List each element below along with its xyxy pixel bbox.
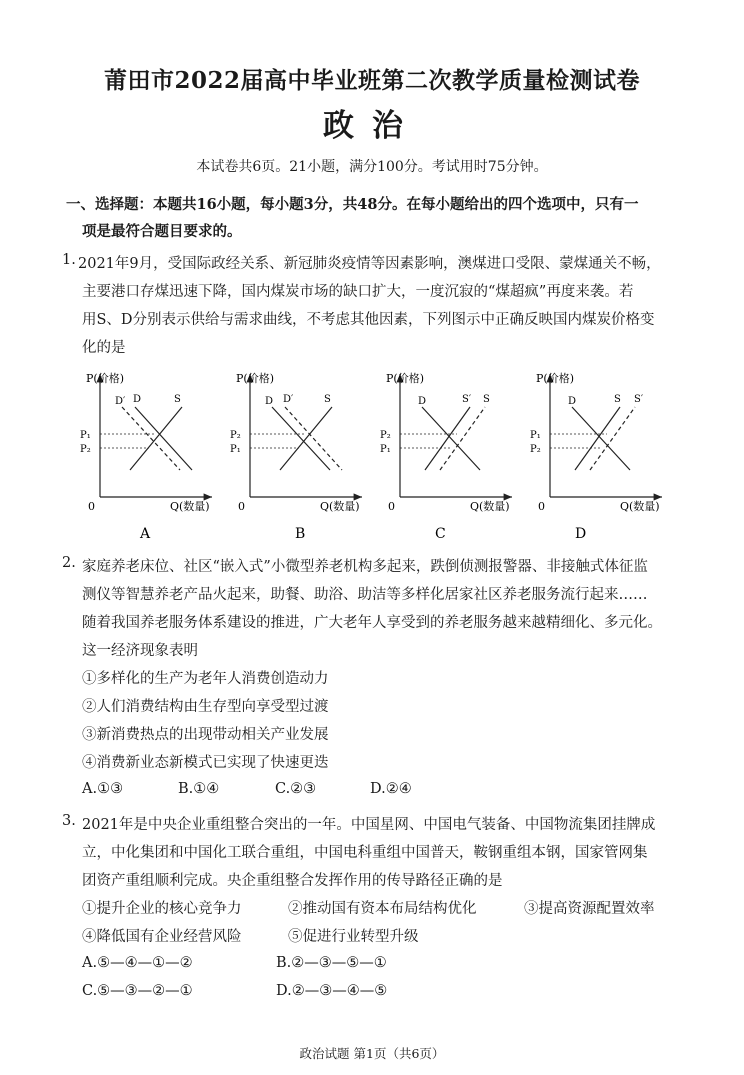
svg-text:D′: D′ — [115, 396, 126, 407]
section-heading-cont: 项是最符合题目要求的。 — [82, 223, 242, 240]
svg-text:D: D — [418, 396, 427, 407]
svg-text:P₁: P₁ — [380, 444, 391, 455]
q3-choice-d: D.②—③—④—⑤ — [276, 983, 388, 999]
svg-text:Q(数量): Q(数量) — [470, 500, 510, 513]
q3-choice-c: C.⑤—③—②—① — [82, 983, 193, 999]
svg-text:P(价格): P(价格) — [536, 372, 574, 385]
q3-text-line: 立，中化集团和中国化工联合重组，中国电科重组中国普天，鞍钢重组本钢，国家管网集 — [82, 845, 648, 861]
q2-statement: ②人们消费结构由生存型向享受型过渡 — [82, 699, 329, 715]
svg-text:S: S — [324, 394, 331, 405]
svg-text:D: D — [133, 394, 142, 405]
q1-text-line: 用S、D分别表示供给与需求曲线，不考虑其他因素，下列图示中正确反映国内煤炭价格变 — [82, 312, 655, 328]
svg-text:P₁: P₁ — [230, 444, 241, 455]
q2-statement: ①多样化的生产为老年人消费创造动力 — [82, 671, 329, 687]
q1-option-c: C — [435, 526, 446, 542]
y-axis-label: P(价格) — [86, 372, 124, 385]
svg-text:S: S — [483, 394, 490, 405]
svg-text:D: D — [568, 396, 577, 407]
q3-choice-a: A.⑤—④—①—② — [82, 955, 193, 971]
q2-statement: ④消费新业态新模式已实现了快速更迭 — [82, 755, 329, 771]
q1-option-b: B — [295, 526, 306, 542]
svg-text:S′: S′ — [634, 394, 644, 405]
q2-text-line: 测仪等智慧养老产品火起来，助餐、助浴、助洁等多样化居家社区养老服务流行起来…… — [82, 587, 648, 603]
svg-text:P₂: P₂ — [80, 444, 91, 455]
svg-text:Q(数量): Q(数量) — [320, 500, 360, 513]
q2-choice-c: C.②③ — [275, 781, 317, 797]
q1-option-d: D — [575, 526, 587, 542]
q1-text-line: 主要港口存煤迅速下降，国内煤炭市场的缺口扩大，一度沉寂的“煤超疯”再度来袭。若 — [82, 284, 634, 300]
q1-option-a: A — [140, 526, 151, 542]
graph-a — [80, 371, 212, 513]
svg-text:P(价格): P(价格) — [386, 372, 424, 385]
svg-text:S: S — [174, 394, 181, 405]
svg-text:D: D — [265, 396, 274, 407]
q3-statement: ⑤促进行业转型升级 — [288, 929, 419, 945]
q1-number: 1. — [62, 252, 76, 268]
q2-text-line: 随着我国养老服务体系建设的推进，广大老年人享受到的养老服务越来越精细化、多元化。 — [82, 615, 662, 631]
subject-title: 政治 — [323, 108, 421, 144]
q1-text-line: 化的是 — [82, 340, 126, 356]
q2-choice-b: B.①④ — [178, 781, 220, 797]
section-heading: 一、选择题：本题共16小题，每小题3分，共48分。在每小题给出的四个选项中，只有一 — [66, 196, 639, 213]
graph-c — [380, 371, 512, 513]
svg-text:D′: D′ — [283, 394, 294, 405]
x-axis-label: Q(数量) — [170, 500, 210, 513]
svg-text:P₁: P₁ — [80, 430, 91, 441]
q3-statement: ①提升企业的核心竞争力 — [82, 901, 242, 917]
svg-text:P₂: P₂ — [530, 444, 541, 455]
svg-text:P₁: P₁ — [530, 430, 541, 441]
q3-statement: ③提高资源配置效率 — [524, 901, 655, 917]
q2-choice-a: A.①③ — [82, 781, 124, 797]
q2-number: 2. — [62, 555, 76, 571]
q1-text-line: 2021年9月，受国际政经关系、新冠肺炎疫情等因素影响，澳煤进口受限、蒙煤通关不畅， — [78, 256, 661, 272]
graph-b — [230, 371, 362, 513]
svg-text:0: 0 — [238, 500, 245, 513]
svg-text:P₂: P₂ — [230, 430, 241, 441]
svg-text:P₂: P₂ — [380, 430, 391, 441]
svg-text:P(价格): P(价格) — [236, 372, 274, 385]
graph-d — [530, 371, 662, 513]
q3-choice-b: B.②—③—⑤—① — [276, 955, 387, 971]
q2-choice-d: D.②④ — [370, 781, 412, 797]
svg-text:0: 0 — [388, 500, 395, 513]
q3-statement: ④降低国有企业经营风险 — [82, 929, 242, 945]
svg-text:0: 0 — [538, 500, 545, 513]
q3-statement: ②推动国有资本布局结构优化 — [288, 901, 477, 917]
q2-statement: ③新消费热点的出现带动相关产业发展 — [82, 727, 329, 743]
page-footer: 政治试题 第1页（共6页） — [299, 1046, 445, 1061]
svg-text:Q(数量): Q(数量) — [620, 500, 660, 513]
q2-text-line: 这一经济现象表明 — [82, 643, 198, 659]
q2-text-line: 家庭养老床位、社区“嵌入式”小微型养老机构多起来，跌倒侦测报警器、非接触式体征监 — [82, 559, 648, 575]
svg-text:S: S — [614, 394, 621, 405]
q3-text-line: 2021年是中央企业重组整合突出的一年。中国星网、中国电气装备、中国物流集团挂牌成 — [82, 817, 656, 833]
origin-label: 0 — [88, 500, 95, 513]
q1-graphs — [70, 362, 670, 542]
exam-title: 莆田市2022届高中毕业班第二次教学质量检测试卷 — [103, 67, 640, 94]
svg-text:S′: S′ — [462, 394, 472, 405]
exam-note: 本试卷共6页。21小题，满分100分。考试用时75分钟。 — [196, 159, 548, 175]
q3-text-line: 团资产重组顺利完成。央企重组整合发挥作用的传导路径正确的是 — [82, 873, 503, 889]
q3-number: 3. — [62, 813, 76, 829]
